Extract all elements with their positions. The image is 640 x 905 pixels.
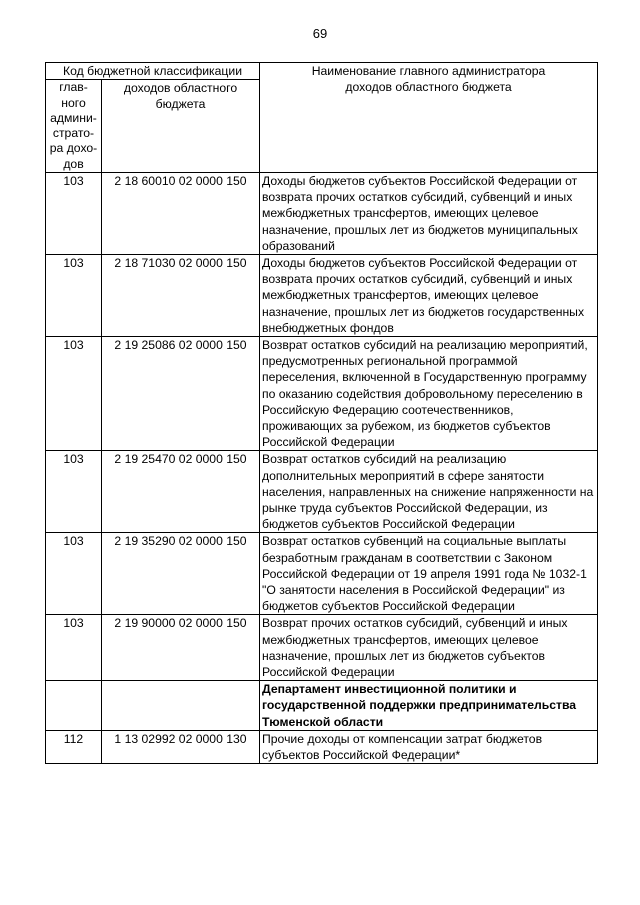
income-code-cell: 2 19 35290 02 0000 150: [102, 533, 260, 615]
header-administrator-name: [260, 63, 598, 173]
header-main-administrator-text: глав- ного админи- страто- ра дохо- дов: [49, 80, 98, 171]
table-row: [46, 451, 598, 533]
income-code-cell: 2 18 71030 02 0000 150: [102, 255, 260, 337]
table-row: [46, 533, 598, 615]
admin-code-cell: 103: [46, 451, 102, 533]
table-row: [46, 337, 598, 451]
section-title-cell: Департамент инвестиционной политики и государственной поддержки предпринимательства Тюменской области: [260, 681, 598, 731]
income-name-cell: Возврат остатков субвенций на социальные выплаты безработным гражданам в соответствии с Законом Российской Федерации от 19 апреля 1991 года № 1032-1 "О занятости населения в Российской Федерации" из бюджетов субъектов Российской Федерации: [260, 533, 598, 615]
income-code-cell: 2 19 25086 02 0000 150: [102, 337, 260, 451]
table-row: [46, 255, 598, 337]
page-number: 69: [312, 26, 328, 41]
admin-code-cell: 103: [46, 615, 102, 681]
admin-code-cell: 103: [46, 533, 102, 615]
table-row: [46, 730, 598, 763]
header-regional-budget-income: [102, 80, 260, 173]
admin-code-cell: [46, 681, 102, 731]
table-section-row: [46, 681, 598, 731]
income-name-cell: Прочие доходы от компенсации затрат бюджетов субъектов Российской Федерации*: [260, 730, 598, 763]
income-code-cell: 2 19 25470 02 0000 150: [102, 451, 260, 533]
admin-code-cell: 103: [46, 172, 102, 254]
header-budget-classification-code: Код бюджетной классификации: [46, 63, 260, 80]
income-name-cell: Возврат прочих остатков субсидий, субвенций и иных межбюджетных трансфертов, имеющих целевое назначение, прошлых лет из бюджетов субъектов Российской Федерации: [260, 615, 598, 681]
income-name-cell: Доходы бюджетов субъектов Российской Федерации от возврата прочих остатков субсидий, субвенций и иных межбюджетных трансфертов, имеющих целевое назначение, прошлых лет из бюджетов муниципальных образований: [260, 172, 598, 254]
table-body: [46, 172, 598, 763]
income-name-cell: Доходы бюджетов субъектов Российской Федерации от возврата прочих остатков субсидий, субвенций и иных межбюджетных трансфертов, имеющих целевое назначение, прошлых лет из бюджетов государственных внебюджетных фондов: [260, 255, 598, 337]
admin-code-cell: 103: [46, 337, 102, 451]
header-main-administrator: [46, 80, 102, 173]
header-administrator-name-text: Наименование главного администратора доходов областного бюджета: [311, 64, 546, 95]
admin-code-cell: 103: [46, 255, 102, 337]
budget-classification-table: [45, 62, 598, 764]
header-regional-budget-income-text: доходов областного бюджета: [123, 81, 238, 112]
income-name-cell: Возврат остатков субсидий на реализацию дополнительных мероприятий в сфере занятости населения, направленных на снижение напряженности на рынке труда субъектов Российской Федерации, из бюджетов субъектов Российской Федерации: [260, 451, 598, 533]
income-code-cell: 1 13 02992 02 0000 130: [102, 730, 260, 763]
table-row: [46, 615, 598, 681]
table-row: [46, 172, 598, 254]
income-code-cell: 2 19 90000 02 0000 150: [102, 615, 260, 681]
income-code-cell: 2 18 60010 02 0000 150: [102, 172, 260, 254]
admin-code-cell: 112: [46, 730, 102, 763]
income-code-cell: [102, 681, 260, 731]
income-name-cell: Возврат остатков субсидий на реализацию мероприятий, предусмотренных региональной программой переселения, включенной в Государственную программу по оказанию содействия добровольному переселению в Российскую Федерацию соотечественников, проживающих за рубежом, из бюджетов субъектов Российской Федерации: [260, 337, 598, 451]
